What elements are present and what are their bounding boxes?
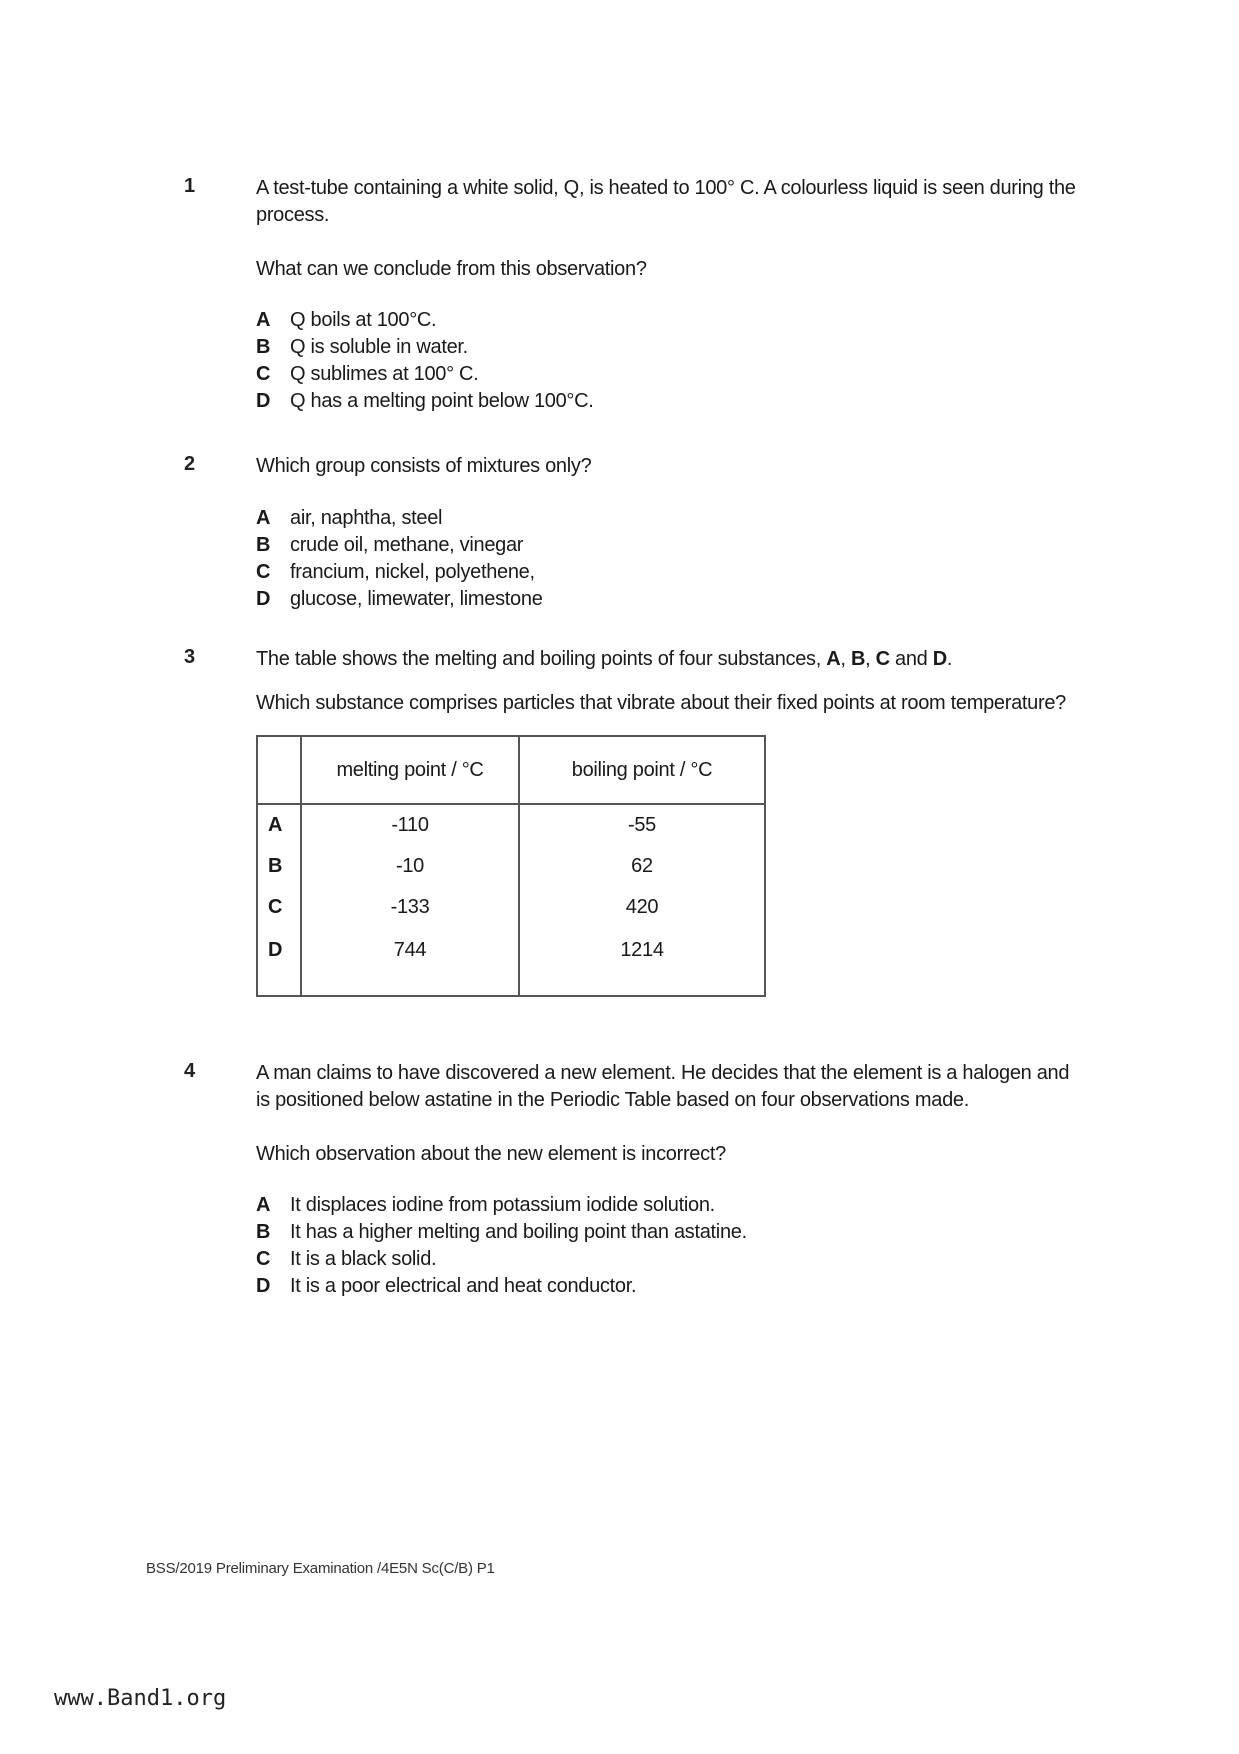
boiling-point-cell: 62 xyxy=(519,846,765,887)
substance-label-a: A xyxy=(826,648,841,670)
melting-point-cell: -10 xyxy=(301,846,519,887)
option-letter: D xyxy=(256,1275,271,1297)
stem-sep: and xyxy=(889,648,933,670)
stem-text: The table shows the melting and boiling points of four substances, xyxy=(256,648,827,670)
melting-point-cell: 744 xyxy=(301,928,519,996)
option-letter: D xyxy=(256,588,271,610)
row-label: B xyxy=(257,846,301,887)
question-stem xyxy=(256,646,1096,673)
question-number: 4 xyxy=(184,1060,196,1082)
option-letter: D xyxy=(256,390,271,412)
substance-label-b: B xyxy=(850,648,866,670)
option-c[interactable] xyxy=(256,559,1076,586)
question-prompt: What can we conclude from this observation? xyxy=(256,258,647,280)
question-body xyxy=(256,175,1076,415)
option-text: Q sublimes at 100° C. xyxy=(290,363,479,385)
question-number: 3 xyxy=(184,646,196,668)
options-list xyxy=(256,307,1076,415)
option-d[interactable] xyxy=(256,1273,1071,1300)
substance-label-c: C xyxy=(875,648,890,670)
boiling-point-cell: 1214 xyxy=(519,928,765,996)
question-number: 2 xyxy=(184,453,196,475)
boiling-point-cell: -55 xyxy=(519,804,765,846)
option-d[interactable] xyxy=(256,586,1076,613)
option-text: It has a higher melting and boiling point than astatine. xyxy=(290,1221,747,1243)
question-stem: A test-tube containing a white solid, Q, is heated to 100° C. A colourless liquid is seen during the process. xyxy=(256,177,1076,226)
row-label: D xyxy=(257,928,301,996)
option-d[interactable] xyxy=(256,388,1076,415)
question-prompt: Which substance comprises particles that vibrate about their fixed points at room temperature? xyxy=(256,692,1066,714)
question-body xyxy=(256,1060,1071,1300)
melting-boiling-table xyxy=(256,735,766,997)
table-row xyxy=(257,846,765,887)
option-b[interactable] xyxy=(256,1219,1071,1246)
melting-point-cell: -110 xyxy=(301,804,519,846)
option-text: It displaces iodine from potassium iodide solution. xyxy=(290,1194,715,1216)
stem-sep: , xyxy=(840,648,851,670)
option-text: francium, nickel, polyethene, xyxy=(290,561,535,583)
option-c[interactable] xyxy=(256,1246,1071,1273)
option-letter: C xyxy=(256,1248,271,1270)
table-row xyxy=(257,928,765,996)
option-c[interactable] xyxy=(256,361,1076,388)
option-text: Q is soluble in water. xyxy=(290,336,468,358)
option-text: Q has a melting point below 100°C. xyxy=(290,390,594,412)
options-list xyxy=(256,505,1076,613)
option-letter: A xyxy=(256,507,271,529)
table-row xyxy=(257,887,765,928)
option-text: air, naphtha, steel xyxy=(290,507,443,529)
option-text: crude oil, methane, vinegar xyxy=(290,534,524,556)
question-body xyxy=(256,646,1096,997)
substance-label-d: D xyxy=(932,648,947,670)
option-letter: A xyxy=(256,1194,271,1216)
option-text: It is a black solid. xyxy=(290,1248,437,1270)
question-number: 1 xyxy=(184,175,196,197)
page-footer: BSS/2019 Preliminary Examination /4E5N Sc(C/B) P1 xyxy=(146,1560,495,1577)
option-letter: C xyxy=(256,561,271,583)
melting-point-cell: -133 xyxy=(301,887,519,928)
row-label: A xyxy=(257,804,301,846)
table-header-melting: melting point / °C xyxy=(301,736,519,804)
question-prompt: Which observation about the new element is incorrect? xyxy=(256,1143,726,1165)
option-a[interactable] xyxy=(256,307,1076,334)
question-stem: A man claims to have discovered a new element. He decides that the element is a halogen and is positioned below astatine in the Periodic Table based on four observations made. xyxy=(256,1062,1070,1111)
options-list xyxy=(256,1192,1071,1300)
option-b[interactable] xyxy=(256,334,1076,361)
table-header-row xyxy=(257,736,765,804)
stem-sep: , xyxy=(865,648,876,670)
option-b[interactable] xyxy=(256,532,1076,559)
option-letter: B xyxy=(256,1221,271,1243)
option-letter: B xyxy=(256,534,271,556)
question-stem: Which group consists of mixtures only? xyxy=(256,455,592,477)
option-text: Q boils at 100°C. xyxy=(290,309,437,331)
table-row xyxy=(257,804,765,846)
option-letter: B xyxy=(256,336,271,358)
option-letter: A xyxy=(256,309,271,331)
row-label: C xyxy=(257,887,301,928)
stem-text: . xyxy=(946,648,953,670)
question-body xyxy=(256,453,1076,613)
boiling-point-cell: 420 xyxy=(519,887,765,928)
option-a[interactable] xyxy=(256,1192,1071,1219)
option-text: It is a poor electrical and heat conductor. xyxy=(290,1275,637,1297)
option-letter: C xyxy=(256,363,271,385)
watermark: www.Band1.org xyxy=(54,1686,227,1711)
option-text: glucose, limewater, limestone xyxy=(290,588,543,610)
option-a[interactable] xyxy=(256,505,1076,532)
table-header-blank xyxy=(257,736,301,804)
table-header-boiling: boiling point / °C xyxy=(519,736,765,804)
